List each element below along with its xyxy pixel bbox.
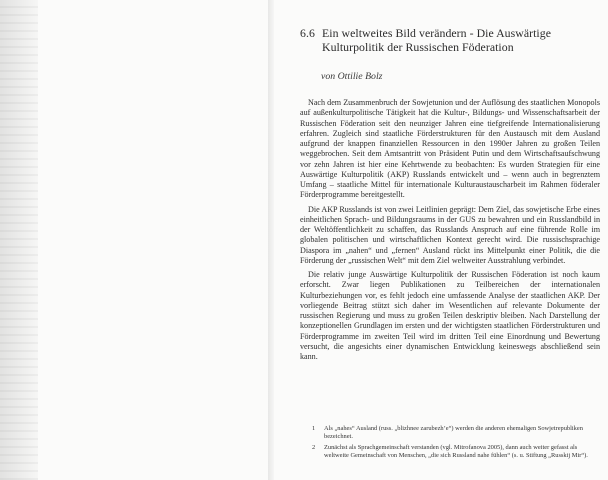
scan-margin-shadow <box>0 0 38 480</box>
footnote-1 <box>312 425 601 441</box>
footnote-number-1: 1 <box>312 425 316 432</box>
author-line: von Ottilie Bolz <box>321 71 383 83</box>
footnote-2 <box>312 444 601 460</box>
footnote-number-2: 2 <box>312 444 316 452</box>
paragraph-1: Nach dem Zusammenbruch der Sowjetunion und der Auflösung des staatlichen Monopols auf außenkulturpolitische Tätigkeit hat die Kultur-, Bildungs- und Wissenschaftsarbeit der Russischen Föderation seit den neunziger Jahren eine tiefgreifende Internationalisierung erfahren. Zugleich sind staatliche Förderstrukturen für den Austausch mit dem Ausland aufgrund der knappen finanziellen Ressourcen in den 1990er Jahren zu großen Teilen weggebrochen. Seit dem Amtsantritt von Präsident Putin und dem Wirtschaftsaufschwung vor zehn Jahren ist hier eine Kehrtwende zu beobachten: Es wurden Strategien für eine Auswärtige Kulturpolitik (AKP) Russlands entwickelt und – wenn auch in begrenztem Umfang – staatliche Mittel für internationale Kulturaustauscharbeit im Rahmen föderaler Förderprogramme bereitgestellt. <box>300 98 600 200</box>
article-body <box>300 98 600 366</box>
chapter-title: Ein weltweites Bild verändern - Die Auswärtige Kulturpolitik der Russischen Föderation <box>322 26 551 55</box>
paragraph-2: Die AKP Russlands ist von zwei Leitlinien geprägt: Dem Ziel, das sowjetische Erbe eines einheitlichen Sprach- und Bildungsraums in der GUS zu bewahren und ein Russlandbild in der Weltöffentlichkeit zu schaffen, das Russlands Anspruch auf eine führende Rolle im globalen politischen und wirtschaftlichen Kontext gerecht wird. Die russischsprachige Diaspora im „nahen“ und „fernen“ Ausland rückt ins Mittelpunkt einer Politik, die die Förderung der „russischen Welt“ mit dem Ziel weltweiter Ausstrahlung verbindet. <box>300 204 600 265</box>
chapter-heading <box>300 26 602 54</box>
paragraph-3: Die relativ junge Auswärtige Kulturpolitik der Russischen Föderation ist noch kaum erforscht. Zwar liegen Publikationen zu Teilbereichen der internationalen Kulturbeziehungen vor, es fehlt jedoch eine umfassende Analyse der staatlichen AKP. Der vorliegende Beitrag stützt sich daher im Wesentlichen auf relevante Dokumente der russischen Regierung und muss zu großen Teilen deskriptiv bleiben. Nach Darstellung der konzeptionellen Grundlagen im ersten und der wichtigsten staatlichen Förderstrukturen und Förderprogramme im zweiten Teil wird im dritten Teil eine Einordnung und Bewertung versucht, die angesichts einer dynamischen Entwicklung keineswegs abschließend sein kann. <box>300 270 600 361</box>
chapter-number: 6.6 <box>300 26 315 40</box>
footnotes <box>312 425 601 463</box>
binding-shadow <box>268 0 274 480</box>
footnote-text-1: Als „nahes“ Ausland (russ. „blizhnee zarubezh’e“) werden die anderen ehemaligen Sowjetrepubliken bezeichnet. <box>324 425 583 441</box>
footnote-text-2: Zunächst als Sprachgemeinschaft verstanden (vgl. Mitrofanova 2005), dann auch weiter gefasst als weltweite Gemeinschaft von Menschen, „die sich Russland nahe fühlen“ (s. u. Stiftung „Russkij Mir“). <box>324 444 588 460</box>
chapter-header <box>300 26 602 82</box>
